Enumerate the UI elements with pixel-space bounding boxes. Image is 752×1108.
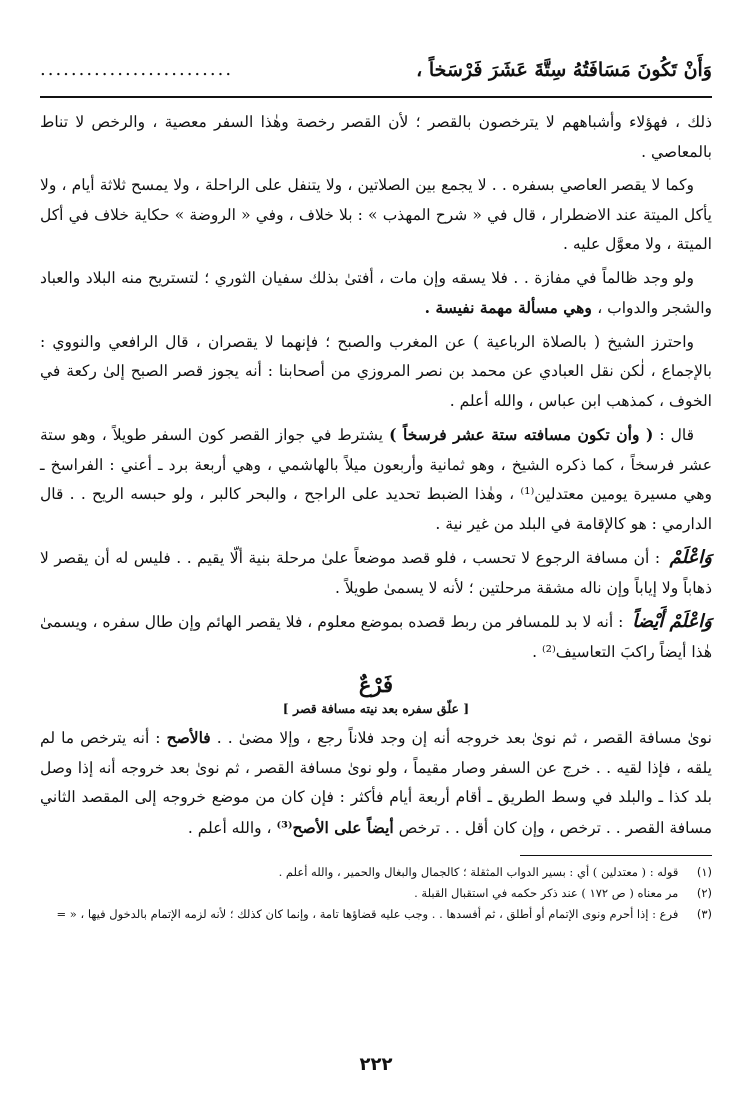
header-rule xyxy=(40,96,712,98)
paragraph-bold-text: وهي مسألة مهمة نفيسة . xyxy=(424,298,598,317)
paragraph-text: قال : xyxy=(653,426,694,444)
page-number: ٢٢٢ xyxy=(359,1054,393,1075)
paragraph-text: : أنه لا بد للمسافر من ربط قصده بموضع معلوم ، فلا يقصر الهائم وإن طال سفره ، ويسمىٰ هٰذا أيضاً راكبَ التعاسيف⁽²⁾ . xyxy=(40,613,712,661)
paragraph-text: : أنه يترخص ما لم يلقه ، فإذا لقيه . . خرج عن السفر وصار مقيماً ، ولو نوىٰ مسافة القصر ، ثم نوىٰ بعد خروجه أنه إذا وصل بلد كذا ـ والبلد في وسط الطريق ـ أقام أربعة أيام فأكثر : فإن كان من موضع خروجه إلى المقصد الثاني مسافة القصر . . ترخص ، وإن كان أقل . . ترخص xyxy=(40,729,712,837)
footnote xyxy=(40,883,712,904)
paragraph-text: نوىٰ مسافة القصر ، ثم نوىٰ بعد خروجه أنه إن وجد فلاناً رجع ، وإلا مضىٰ . . xyxy=(210,729,712,747)
ornamental-lead-word: وَاعْلَمْ xyxy=(669,547,712,568)
paragraph-bold-text: أيضاً على الأصح⁽³⁾ xyxy=(276,817,394,837)
footnote xyxy=(40,904,712,925)
section-heading xyxy=(40,671,712,719)
paragraph xyxy=(40,723,712,843)
paragraph xyxy=(40,328,712,417)
footnote xyxy=(40,862,712,883)
footnote-number: (١) xyxy=(696,865,712,879)
paragraph xyxy=(40,543,712,603)
paragraph-text: يشترط في جواز القصر كون السفر طويلاً ، وهو ستة عشر فرسخاً ، كما ذكره الشيخ ، وهو ثمانية وأربعون ميلاً بالهاشمي ، وهي أربعة برد ـ أعني : الفراسخ ـ وهي مسيرة يومين معتدلين⁽¹⁾ ، وهٰذا الضبط تحديد على الراجح ، والبحر كالبر ، ولو حبسه الريح . . قال الدارمي : هو كالإقامة في البلد من غير نية . xyxy=(40,426,712,533)
paragraph xyxy=(40,264,712,324)
paragraph xyxy=(40,420,712,539)
paragraph xyxy=(40,607,712,667)
paragraph-text: ولو وجد ظالماً في مفازة . . فلا يسقه وإن مات ، أفتىٰ بذلك سفيان الثوري ؛ لتستريح منه البلاد والعباد والشجر والدواب ، xyxy=(40,268,712,317)
footnote-text: مر معناه ( ص ١٧٢ ) عند ذكر حكمه في استقبال القبلة . xyxy=(414,886,679,900)
page xyxy=(40,52,712,925)
matn-quote: ( وأن تكون مسافته ستة عشر فرسخاً ) xyxy=(389,425,654,444)
paragraph xyxy=(40,171,712,260)
footnote-number: (٣) xyxy=(696,907,712,921)
paragraph-text: : أن مسافة الرجوع لا تحسب ، فلو قصد موضعاً علىٰ مرحلة بنية ألّا يقيم . . فليس له أن يقصر لا ذهاباً ولا إياباً وإن ناله مشقة مرحلتين ؛ لأنه لا يسمىٰ طويلاً . xyxy=(40,549,712,597)
header-dots: ......................... xyxy=(40,59,234,80)
paragraph-bold-text: فالأصح xyxy=(166,728,211,747)
paragraph-text: ، والله أعلم . xyxy=(187,818,277,837)
header-title: وَأَنْ تَكُونَ مَسَافَتُهُ سِتَّةَ عَشَرَ فَرْسَخاً ، xyxy=(416,59,712,81)
footnotes xyxy=(40,862,712,925)
ornamental-lead-word: وَاعْلَمْ أَيْضاً xyxy=(632,611,712,632)
footnote-text: فرع : إذا أحرم ونوى الإتمام أو أطلق ، ثم أفسدها . . وجب عليه قضاؤها تامة ، وإنما كان كذلك ؛ لأنه لزمه الإتمام بالدخول فيها ، « = xyxy=(56,907,679,921)
paragraph-text: ذلك ، فهؤلاء وأشباههم لا يترخصون بالقصر ؛ لأن القصر رخصة وهٰذا السفر معصية ، والرخص لا تناط بالمعاصي . xyxy=(40,113,712,161)
paragraph xyxy=(40,108,712,167)
footnote-number: (٢) xyxy=(696,886,712,900)
footnote-text: قوله : ( معتدلين ) أي : بسير الدواب المثقلة ؛ كالجمال والبغال والحمير ، والله أعلم . xyxy=(278,865,679,879)
paragraph-text: وكما لا يقصر العاصي بسفره . . لا يجمع بين الصلاتين ، ولا يتنفل على الراحلة ، ولا يمسح ثلاثة أيام ، ولا يأكل الميتة عند الاضطرار ، قال في « شرح المهذب » : بلا خلاف ، وفي « الروضة » حكاية خلاف في أكل الميتة ، ولا معوَّل عليه . xyxy=(40,176,712,253)
section-heading-word: فَرْعٌ xyxy=(358,672,394,697)
section-subheading: [ علّق سفره بعد نيته مسافة قصر ] xyxy=(282,701,470,716)
main-text xyxy=(40,108,712,843)
running-header xyxy=(40,52,712,88)
footnote-rule xyxy=(520,855,712,856)
paragraph-text: واحترز الشيخ ( بالصلاة الرباعية ) عن المغرب والصبح ؛ فإنهما لا يقصران ، قال الرافعي والنووي : بالإجماع ، لٰكن نقل العبادي عن محمد بن نصر المروزي من أصحابنا : أنه يجوز قصر الصبح إلىٰ ركعة في الخوف ، كمذهب ابن عباس ، والله أعلم . xyxy=(40,332,712,410)
